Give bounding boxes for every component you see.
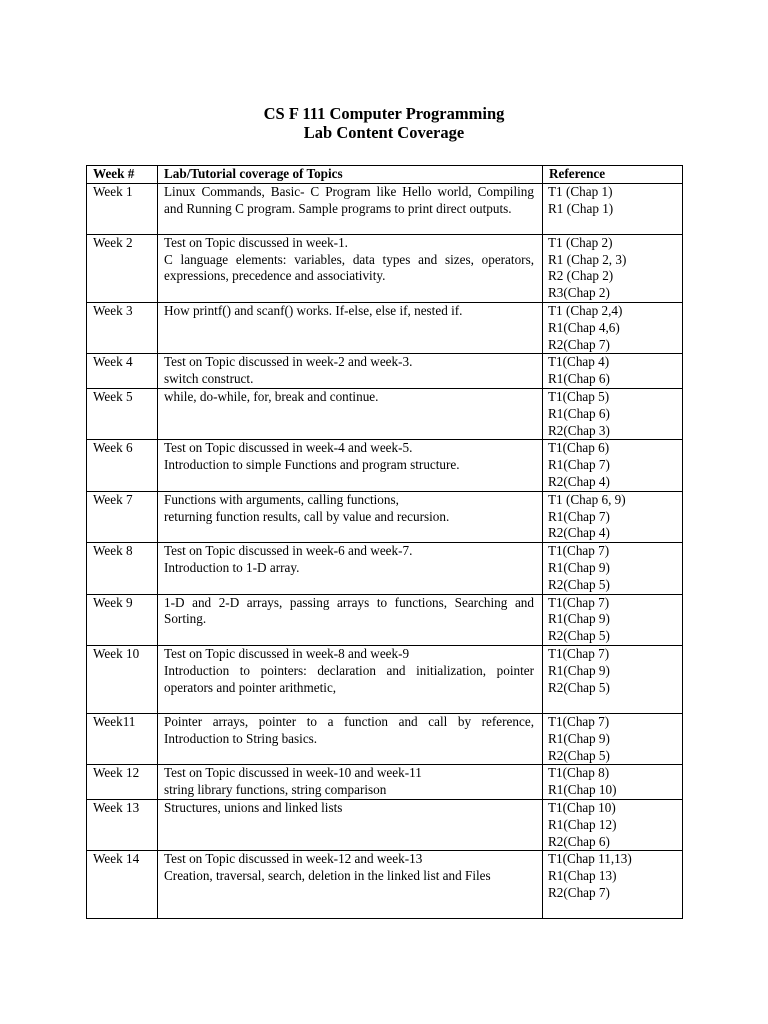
- topics-column-header: Lab/Tutorial coverage of Topics: [158, 166, 543, 184]
- reference-cell: [543, 440, 683, 491]
- reference-line: R1 (Chap 2, 3): [548, 251, 627, 267]
- table-row: [87, 234, 683, 302]
- reference-cell: [543, 302, 683, 353]
- reference-line: R1(Chap 7): [548, 457, 610, 473]
- topic-line: Structures, unions and linked lists: [164, 799, 343, 815]
- table-row: [87, 183, 683, 234]
- reference-cell: [543, 388, 683, 439]
- reference-line: T1 (Chap 1): [548, 183, 613, 199]
- reference-line: R2(Chap 5): [548, 747, 610, 763]
- week-cell: Week 14: [87, 851, 158, 919]
- topics-cell: [158, 302, 543, 353]
- reference-line: R2(Chap 6): [548, 833, 610, 849]
- topic-line: Test on Topic discussed in week-4 and week-5.: [164, 440, 413, 456]
- reference-cell: [543, 543, 683, 594]
- topic-line: Introduction to pointers: declaration and initialization, pointer operators and pointer arithmetic,: [164, 662, 534, 695]
- reference-cell: [543, 799, 683, 850]
- week-cell: Week11: [87, 713, 158, 764]
- table-header-row: [87, 166, 683, 184]
- week-cell: Week 1: [87, 183, 158, 234]
- topics-cell: [158, 713, 543, 764]
- topic-line: string library functions, string comparison: [164, 782, 387, 798]
- reference-line: T1(Chap 7): [548, 645, 610, 661]
- reference-line: T1(Chap 8): [548, 765, 610, 781]
- document-title: [0, 104, 768, 142]
- reference-cell: [543, 851, 683, 919]
- table-row: [87, 302, 683, 353]
- reference-cell: [543, 765, 683, 800]
- reference-line: T1(Chap 6): [548, 440, 610, 456]
- reference-line: R2 (Chap 2): [548, 268, 614, 284]
- table-row: [87, 594, 683, 645]
- week-cell: Week 3: [87, 302, 158, 353]
- topics-cell: [158, 799, 543, 850]
- topic-line: returning function results, call by value and recursion.: [164, 508, 450, 524]
- reference-line: R2(Chap 3): [548, 422, 610, 438]
- table-row: [87, 354, 683, 389]
- topic-line: 1-D and 2-D arrays, passing arrays to functions, Searching and Sorting.: [164, 594, 534, 627]
- table-row: [87, 799, 683, 850]
- topic-line: while, do-while, for, break and continue.: [164, 388, 379, 404]
- reference-line: R2(Chap 5): [548, 628, 610, 644]
- topics-cell: [158, 183, 543, 234]
- topic-line: switch construct.: [164, 371, 254, 387]
- topics-cell: [158, 543, 543, 594]
- topic-line: Test on Topic discussed in week-6 and week-7.: [164, 543, 413, 559]
- week-cell: Week 10: [87, 645, 158, 713]
- reference-line: R1(Chap 9): [548, 559, 610, 575]
- document-subtitle: Lab Content Coverage: [303, 123, 465, 142]
- table-row: [87, 388, 683, 439]
- topic-line: Introduction to simple Functions and program structure.: [164, 457, 460, 473]
- reference-line: R1(Chap 4,6): [548, 319, 620, 335]
- week-cell: Week 13: [87, 799, 158, 850]
- reference-line: R1(Chap 9): [548, 611, 610, 627]
- reference-cell: [543, 234, 683, 302]
- topic-line: Test on Topic discussed in week-12 and week-13: [164, 851, 423, 867]
- reference-column-header: Reference: [543, 166, 683, 184]
- reference-cell: [543, 354, 683, 389]
- reference-line: R3(Chap 2): [548, 285, 610, 301]
- reference-line: R2(Chap 5): [548, 679, 610, 695]
- topic-line: C language elements: variables, data types and sizes, operators, expressions, precedence and associativity.: [164, 251, 534, 284]
- week-cell: Week 5: [87, 388, 158, 439]
- reference-line: T1(Chap 4): [548, 354, 610, 370]
- reference-line: T1(Chap 7): [548, 713, 610, 729]
- reference-line: T1(Chap 11,13): [548, 851, 632, 867]
- topic-line: Creation, traversal, search, deletion in the linked list and Files: [164, 868, 491, 884]
- reference-line: R1(Chap 6): [548, 405, 610, 421]
- week-column-header: Week #: [87, 166, 158, 184]
- table-row: [87, 765, 683, 800]
- reference-cell: [543, 594, 683, 645]
- reference-cell: [543, 713, 683, 764]
- topics-cell: [158, 234, 543, 302]
- course-title: CS F 111 Computer Programming: [263, 104, 505, 123]
- week-cell: Week 6: [87, 440, 158, 491]
- reference-line: T1(Chap 5): [548, 388, 610, 404]
- topic-line: Linux Commands, Basic- C Program like Hello world, Compiling and Running C program. Sample programs to print direct outputs.: [164, 183, 534, 216]
- reference-cell: [543, 183, 683, 234]
- reference-line: R1(Chap 12): [548, 816, 617, 832]
- reference-line: R1(Chap 13): [548, 868, 617, 884]
- topic-line: Functions with arguments, calling functions,: [164, 491, 399, 507]
- table-row: [87, 645, 683, 713]
- topic-line: How printf() and scanf() works. If-else, else if, nested if.: [164, 302, 463, 318]
- reference-cell: [543, 645, 683, 713]
- topics-cell: [158, 491, 543, 542]
- reference-line: T1 (Chap 2): [548, 234, 613, 250]
- topic-line: Pointer arrays, pointer to a function and call by reference, Introduction to String basics.: [164, 713, 534, 746]
- topics-cell: [158, 440, 543, 491]
- topics-cell: [158, 388, 543, 439]
- reference-line: T1 (Chap 2,4): [548, 302, 623, 318]
- table-row: [87, 440, 683, 491]
- week-cell: Week 7: [87, 491, 158, 542]
- reference-line: T1(Chap 10): [548, 799, 616, 815]
- table-row: [87, 543, 683, 594]
- reference-line: R1(Chap 6): [548, 371, 610, 387]
- table-row: [87, 491, 683, 542]
- reference-line: R1(Chap 7): [548, 508, 610, 524]
- reference-cell: [543, 491, 683, 542]
- topic-line: Test on Topic discussed in week-10 and week-11: [164, 765, 422, 781]
- reference-line: R1(Chap 9): [548, 730, 610, 746]
- topic-line: Test on Topic discussed in week-2 and week-3.: [164, 354, 413, 370]
- reference-line: T1 (Chap 6, 9): [548, 491, 626, 507]
- table-row: [87, 713, 683, 764]
- reference-line: R2(Chap 5): [548, 576, 610, 592]
- reference-line: R2(Chap 4): [548, 473, 610, 489]
- reference-line: T1(Chap 7): [548, 594, 610, 610]
- topic-line: Test on Topic discussed in week-8 and week-9: [164, 645, 410, 661]
- reference-line: R1(Chap 9): [548, 662, 610, 678]
- topics-cell: [158, 594, 543, 645]
- reference-line: T1(Chap 7): [548, 543, 610, 559]
- topics-cell: [158, 765, 543, 800]
- topics-cell: [158, 645, 543, 713]
- reference-line: R2(Chap 4): [548, 525, 610, 541]
- week-cell: Week 4: [87, 354, 158, 389]
- week-cell: Week 12: [87, 765, 158, 800]
- week-cell: Week 2: [87, 234, 158, 302]
- reference-line: R2(Chap 7): [548, 336, 610, 352]
- topics-cell: [158, 851, 543, 919]
- week-cell: Week 9: [87, 594, 158, 645]
- reference-line: R1 (Chap 1): [548, 200, 614, 216]
- topics-cell: [158, 354, 543, 389]
- coverage-table: [86, 165, 683, 919]
- topic-line: Introduction to 1-D array.: [164, 559, 300, 575]
- week-cell: Week 8: [87, 543, 158, 594]
- topic-line: Test on Topic discussed in week-1.: [164, 234, 348, 250]
- table-row: [87, 851, 683, 919]
- reference-line: R2(Chap 7): [548, 884, 610, 900]
- reference-line: R1(Chap 10): [548, 782, 617, 798]
